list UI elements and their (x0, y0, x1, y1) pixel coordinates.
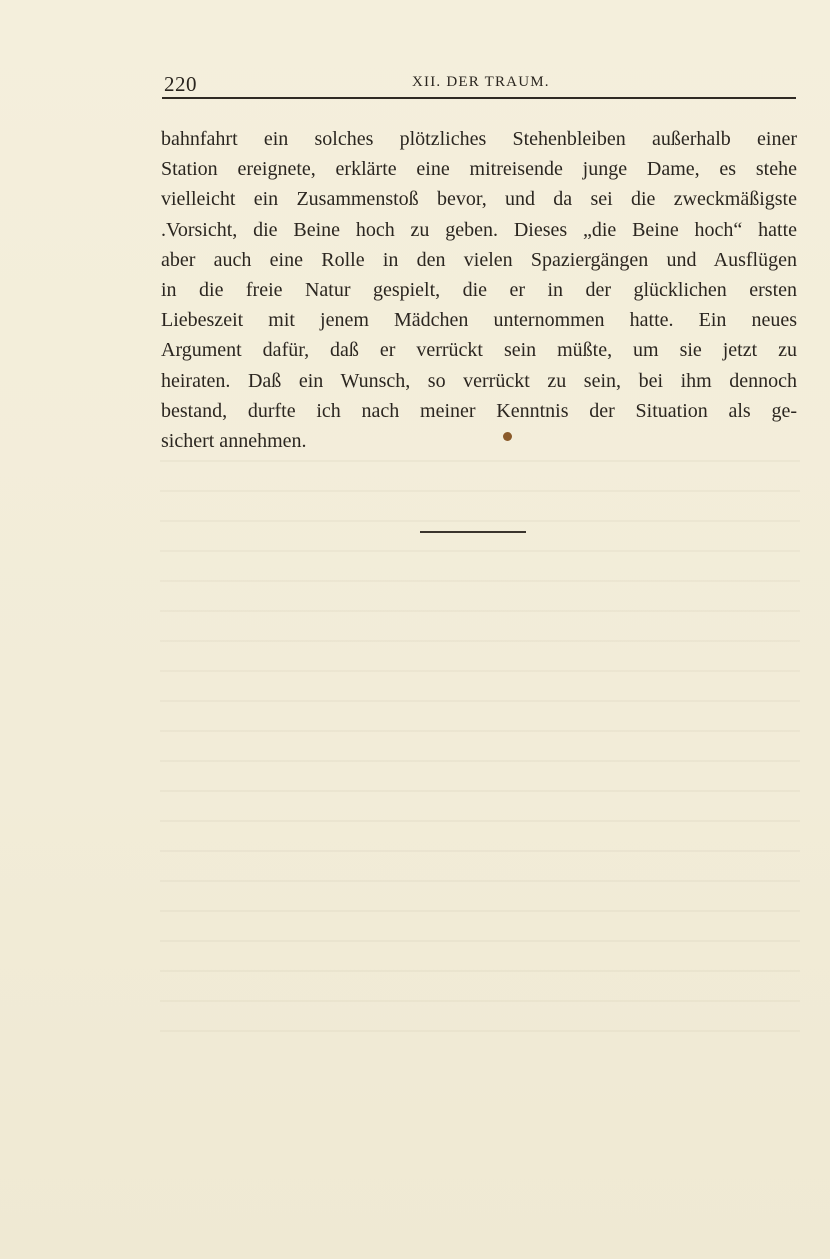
text-line: bahnfahrt ein solches plötzliches Stehenbleiben außerhalb einer (161, 128, 797, 150)
page-header (162, 70, 796, 98)
text-line: in die freie Natur gespielt, die er in der glücklichen ersten (161, 278, 797, 301)
text-line: bestand, durfte ich nach meiner Kenntnis der Situation als ge- (161, 399, 797, 422)
page-number: 220 (164, 72, 197, 96)
text-line: .Vorsicht, die Beine hoch zu geben. Dieses „die Beine hoch“ hatte (161, 218, 797, 241)
text-line: Argument dafür, daß er verrückt sein müßte, um sie jetzt zu (161, 339, 797, 362)
text-line: sichert annehmen. (161, 429, 307, 452)
text-line: heiraten. Daß ein Wunsch, so verrückt zu sein, bei ihm dennoch (161, 369, 797, 392)
text-line: vielleicht ein Zusammenstoß bevor, und da sei die zweckmäßigste (161, 188, 797, 211)
text-line: Liebeszeit mit jenem Mädchen unternommen hatte. Ein neues (161, 309, 797, 332)
header-rule (162, 97, 796, 99)
body-text (161, 124, 797, 456)
ink-stain (503, 432, 512, 441)
text-line: aber auch eine Rolle in den vielen Spaziergängen und Ausflügen (161, 248, 797, 271)
text-line: Station ereignete, erklärte eine mitreisende junge Dame, es stehe (161, 158, 797, 181)
running-head: XII. DER TRAUM. (412, 74, 550, 90)
section-end-rule (420, 531, 526, 533)
show-through-text (160, 440, 800, 1060)
